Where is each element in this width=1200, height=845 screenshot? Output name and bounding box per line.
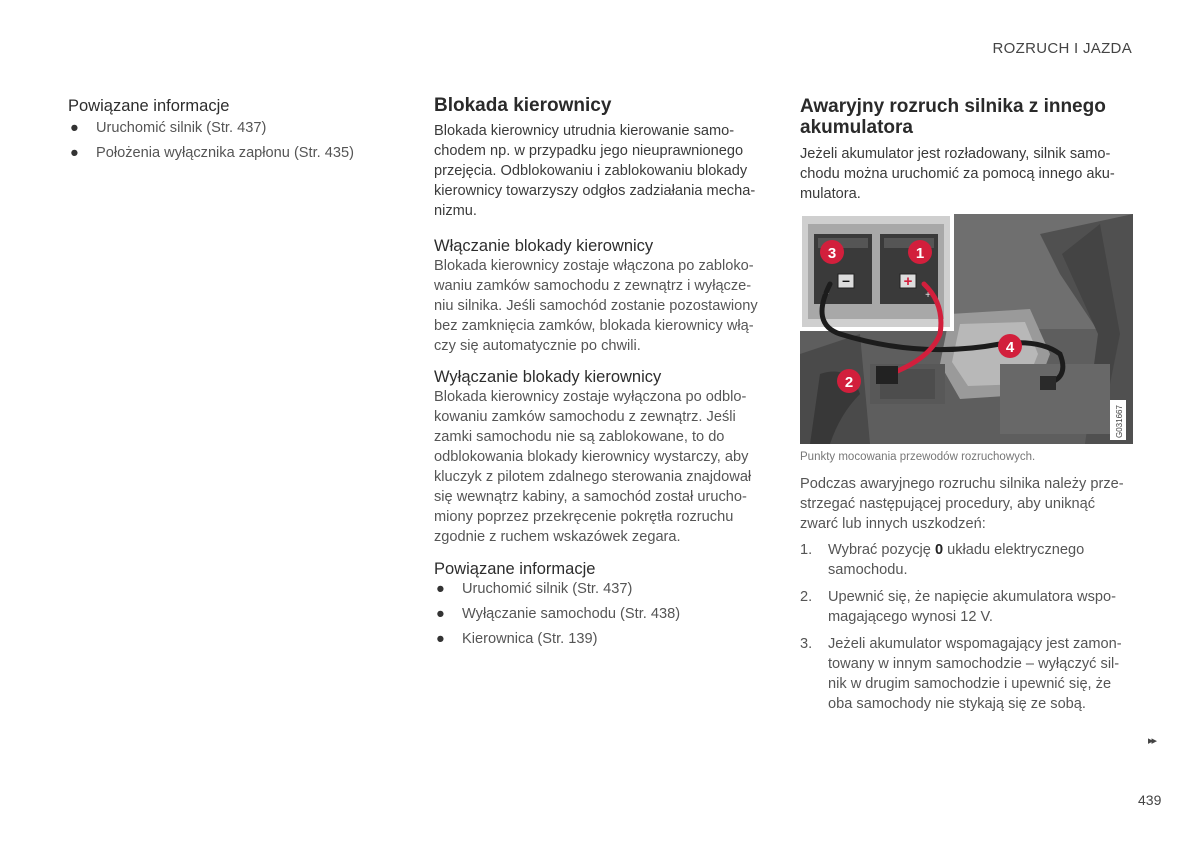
bullet-icon: ● bbox=[436, 606, 445, 622]
minus-symbol-small: – bbox=[823, 288, 829, 299]
related-heading: Powiązane informacje bbox=[68, 97, 230, 115]
subsection-title: Wyłączanie blokady kierownicy bbox=[434, 368, 662, 386]
col2-steering-lock bbox=[434, 95, 774, 649]
bullet-icon: ● bbox=[436, 631, 445, 647]
continue-arrow-icon[interactable]: ▸▸ bbox=[1148, 735, 1156, 747]
ground-point bbox=[1040, 376, 1056, 390]
callout-label: 3 bbox=[827, 245, 837, 262]
bullet-icon: ● bbox=[436, 581, 445, 597]
related-heading: Powiązane informacje bbox=[434, 560, 596, 578]
section-header: ROZRUCH I JAZDA bbox=[992, 40, 1132, 57]
col1-related bbox=[68, 96, 398, 163]
callout-label: 2 bbox=[844, 374, 854, 391]
intro-paragraph: Jeżeli akumulator jest rozładowany, silnik samo- chodu można uruchomić za pomocą innego aku- mulatora. bbox=[800, 146, 1115, 202]
subsection-title: Włączanie blokady kierownicy bbox=[434, 237, 654, 255]
list-item[interactable]: ● Wyłączanie samochodu (Str. 438) bbox=[436, 606, 681, 622]
figure-code: G031667 bbox=[1115, 405, 1124, 438]
procedure-steps bbox=[800, 540, 1140, 714]
subsection-paragraph: Blokada kierownicy zostaje włączona po zabloko- waniu zamków samochodu z zewnątrz i wyłącze- niu silnika. Jeśli samochód zostanie pozostawiony bez zamknięcia zamków, blokada kierownicy włą- czy się automatycznie po chwili. bbox=[434, 258, 758, 354]
jump-start-figure bbox=[800, 214, 1133, 444]
intro-paragraph: Blokada kierownicy utrudnia kierowanie samo- chodem np. w przypadku jego nieuprawnionego przejęcia. Odblokowaniu i zablokowaniu blokady kierownicy towarzyszy odgłos zadziałania mecha- nizmu. bbox=[434, 123, 756, 219]
step-item: 1. Wybrać pozycję 0 układu elektrycznego samochodu. bbox=[800, 542, 1085, 578]
list-item[interactable]: ● Uruchomić silnik (Str. 437) bbox=[70, 120, 267, 136]
callout-label: 1 bbox=[915, 245, 925, 262]
list-item[interactable]: ● Kierownica (Str. 139) bbox=[436, 631, 598, 647]
callout-label: 4 bbox=[1005, 339, 1015, 356]
list-item[interactable]: ● Położenia wyłącznika zapłonu (Str. 435) bbox=[70, 145, 354, 161]
bullet-icon: ● bbox=[70, 145, 79, 161]
figure-caption: Punkty mocowania przewodów rozruchowych. bbox=[800, 451, 1036, 463]
ground-point bbox=[876, 366, 898, 384]
page-number: 439 bbox=[1138, 792, 1162, 808]
engine-bay-illustration bbox=[800, 214, 1133, 444]
subsection-paragraph: Blokada kierownicy zostaje wyłączona po odblo- kowaniu zamków samochodu z zewnątrz. Jeśli zamki samochodu nie są zablokowane, to do odblokowania blokady kierownicy wystarczy, aby kluczyk z pilotem zdalnego sterowania znajdował się wewnątrz kabiny, a samochód został urucho- miony poprzez przekręcenie pokrętła rozruchu zgodnie z ruchem wskazówek zegara. bbox=[434, 389, 752, 545]
plus-symbol-small: + bbox=[925, 290, 931, 301]
bullet-icon: ● bbox=[70, 120, 79, 136]
section-title: Awaryjny rozruch silnika z innego akumulatora bbox=[800, 96, 1106, 138]
step-item: 3. Jeżeli akumulator wspomagający jest zamon- towany w innym samochodzie – wyłączyć sil- nik w drugim samochodzie i upewnić się, że oba samochody nie stykają się ze sobą. bbox=[800, 636, 1122, 712]
list-item[interactable]: ● Uruchomić silnik (Str. 437) bbox=[436, 581, 633, 597]
col3-jump-start bbox=[800, 96, 1140, 204]
procedure-intro: Podczas awaryjnego rozruchu silnika należy prze- strzegać następującej procedury, aby uniknąć zwarć lub innych uszkodzeń: bbox=[800, 476, 1124, 532]
plus-symbol: + bbox=[903, 273, 913, 290]
minus-symbol: – bbox=[842, 272, 850, 288]
step-item: 2. Upewnić się, że napięcie akumulatora wspo- magającego wynosi 12 V. bbox=[800, 589, 1116, 625]
section-title: Blokada kierownicy bbox=[434, 95, 612, 116]
